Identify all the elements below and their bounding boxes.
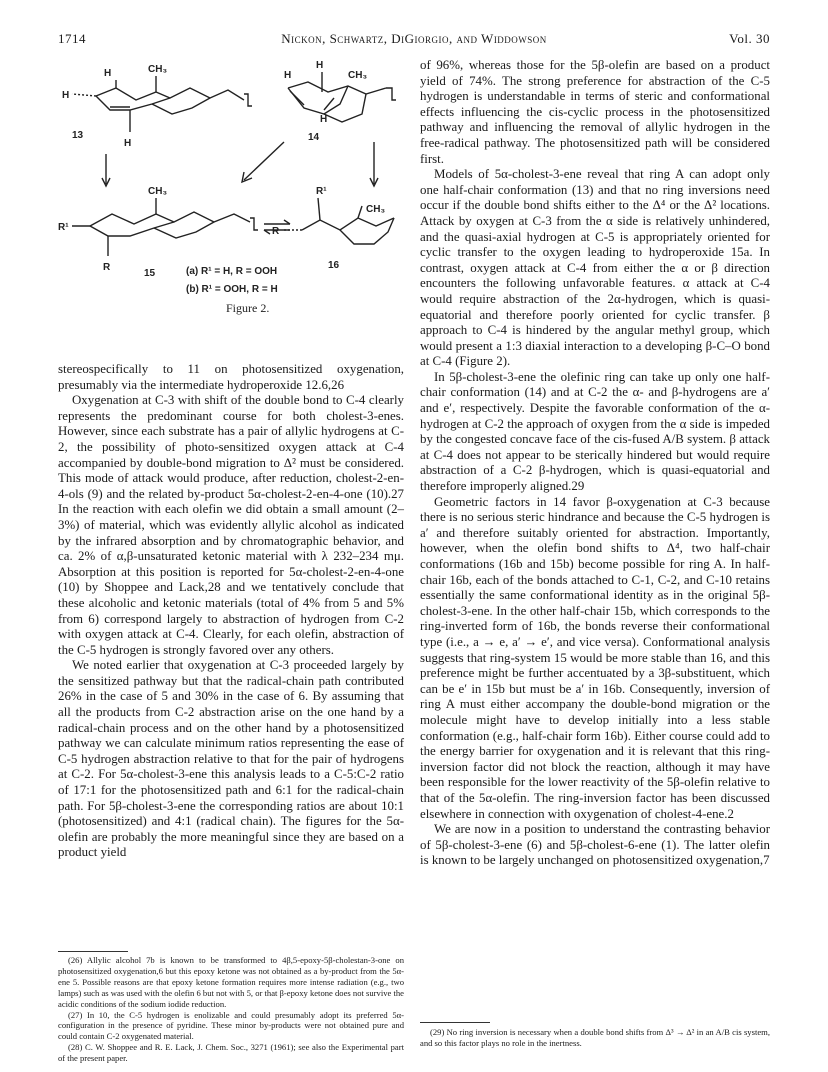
label-ch3-16: CH₃ (366, 204, 386, 215)
label-ch3-15: CH₃ (148, 186, 168, 197)
footnote-rule-right (420, 1022, 490, 1023)
footnote-26: (26) Allylic alcohol 7b is known to be transformed to 4β,5-epoxy-5β-cholestan-3-one on photosensitized oxygenation,6 but this epoxy ketone was not obtained as a by-product from the 5α-ene 5. Possible reasons are that epoxy ketone formation requires more intense radiation (e.g., two lamps) such as was used with the olefin 6 but not with 5, or that β-epoxy ketone does not survive the acidic conditions of the sodium iodide reduction. (58, 955, 404, 1009)
label-ch3-14: CH₃ (348, 70, 368, 81)
compound-13: 13 (72, 130, 84, 141)
paragraph: We noted earlier that oxygenation at C-3 proceeded largely by the sensitized pathway but that the radical-chain path contributed 26% in the case of 5 and 30% in the case of 6. By assuming that all the products from C-2 abstraction arise on the one hand by a radical-chain process and on the other hand by a photosensitized pathway we can calculate minimum ratios representing the ease of C-5 hydrogen abstraction relative to that for the pair of hydrogens at C-2. For 5α-cholest-3-ene this analysis leads to a C-5:C-2 ratio of 17:1 for the photosensitized path and 6:1 for the radical-chain path. For 5β-cholest-3-ene the corresponding ratios are about 10:1 (photosensitized) and 4:1 (radical chain). The figures for the 5α-olefin are probably the more meaningful since they are based on a product yield (58, 658, 404, 860)
label-r-15: R (103, 262, 111, 273)
conformation-diagram (58, 58, 404, 358)
structure-14 (288, 72, 396, 122)
paragraph: We are now in a position to understand the contrasting behavior of 5β-cholest-3-ene (6) and 5β-cholest-6-ene (1). The latter olefin is known to be largely unchanged on photosensitized oxygenation,7 (420, 822, 770, 868)
label-r-16: R (272, 226, 280, 237)
footnote-28: (28) C. W. Shoppee and R. E. Lack, J. Chem. Soc., 3271 (1961); see also the Experimental part of the present paper. (58, 1042, 404, 1064)
compound-16: 16 (328, 260, 340, 271)
label-h-dots: H (62, 90, 70, 101)
label-h-14c: H (320, 114, 328, 125)
running-header (58, 31, 770, 51)
label-r1-15: R¹ (58, 222, 69, 233)
label-h-14a: H (284, 70, 292, 81)
paragraph: Models of 5α-cholest-3-ene reveal that ring A can adopt only one half-chair conformation (13) and that no ring inversions need occur if the double bond shifts either to the Δ⁴ or the Δ² locations. Attack by oxygen at C-3 from the α side is relatively unhindered, and the quasi-axial hydrogen at C-5 is appropriately oriented for cyclic transfer to the oxygen leading to hydroperoxide 15a. In contrast, oxygen attack at C-4 from either the α or β direction encounters the following unfavorable features. α attack at C-4 would require abstraction of the 2α-hydrogen, which is quasi-equatorial and therefore poorly oriented for cyclic transfer. β approach to C-4 is hindered by the angular methyl group, which would present a 1:3 diaxial interaction to a developing β-C–O bond at C-4 (Figure 2). (420, 167, 770, 369)
right-footnotes (420, 1027, 770, 1049)
label-h-14b: H (316, 60, 324, 71)
paragraph: of 96%, whereas those for the 5β-olefin are based on a product yield of 74%. The strong preference for abstraction of the C-5 hydrogen is understandable in terms of steric and conformational effects influencing the cis-cyclic process in the photosensitized pathway and influencing the removal of allylic hydrogen in the free-radical pathway. The photosensitized path will be considered first. (420, 58, 770, 166)
label-h-bottom: H (124, 138, 132, 149)
label-r1-16: R¹ (316, 186, 327, 197)
page-number: 1714 (58, 31, 86, 46)
figure-caption: Figure 2. (226, 301, 270, 315)
legend-a: (a) R¹ = H, R = OOH (186, 266, 278, 277)
volume-label: Vol. 30 (729, 31, 770, 46)
left-footnotes (58, 955, 404, 1064)
right-column (420, 58, 770, 869)
compound-14: 14 (308, 132, 320, 143)
footnote-rule-left (58, 951, 128, 952)
structure-15 (72, 198, 258, 256)
running-title: Nickon, Schwartz, DiGiorgio, and Widdowson (281, 31, 547, 46)
figure-2 (58, 58, 404, 358)
label-h-top: H (104, 68, 112, 79)
left-column (58, 362, 404, 861)
compound-15: 15 (144, 268, 156, 279)
paragraph: Oxygenation at C-3 with shift of the double bond to C-4 clearly represents the predominant course for both cholest-3-enes. However, since each substrate has a pair of allylic hydrogens at C-2, the possibility of photo-sensitized oxygen attack at C-4 accompanied by double-bond migration to Δ² must be considered. This mode of attack would produce, after reduction, cholest-2-en-4-ols (9) and the related by-product 5α-cholest-2-en-4-one (10).27 In the reaction with each olefin we did obtain a small amount (2–3%) of material, which was evidently allylic alcohol as indicated by the infrared absorption and by chromatographic behavior, and ca. 2% of α,β-unsaturated ketonic material with λ 232–234 mμ. Absorption at this position is reported for 5α-cholest-2-en-4-one (10) by Shoppee and Lack,28 and we tentatively conclude that these alcoholic and ketonic materials (total of 4% from 5 and 5% from 6) correspond largely to abstraction of hydrogen from C-2 with oxygen attack at C-4. Clearly, for each olefin, abstraction of the C-5 hydrogen is strongly favored over any others. (58, 393, 404, 657)
footnote-27: (27) In 10, the C-5 hydrogen is enolizable and could presumably adopt its preferred 5α-configuration in the presence of pyridine. These minor by-products were not obtained pure and could contain C-2 oxygenated material. (58, 1009, 404, 1042)
paragraph: In 5β-cholest-3-ene the olefinic ring can take up only one half-chair conformation (14) and at C-2 the α- and β-hydrogens are a′ and e′, respectively. Despite the favorable conformation of the α-hydrogen at C-2 the approach of oxygen from the α side is impeded by the congested concave face of the cis-fused A/B system. β attack at C-4 does not appear to be sterically hindered but would require abstraction of a C-2 β-hydrogen, which is quasi-equatorial and therefore improperly aligned.29 (420, 369, 770, 494)
footnote-29: (29) No ring inversion is necessary when a double bond shifts from Δ³ → Δ² in an A/B cis system, and so this factor plays no role in the inertness. (420, 1027, 770, 1048)
legend-b: (b) R¹ = OOH, R = H (186, 284, 278, 295)
label-ch3-13: CH₃ (148, 64, 168, 75)
paragraph: Geometric factors in 14 favor β-oxygenation at C-3 because there is no serious steric hindrance and because the C-5 hydrogen is a′ and therefore suitably oriented for abstraction. Importantly, however, when the olefin bond shifts to Δ⁴, two half-chair conformations (16b and 15b) become possible for ring A. In half-chair 16b, each of the bonds attached to C-1, C-2, and C-10 retains essentially the same conformational identity as in the original 5β-cholest-3-ene. In the other half-chair 15b, which corresponds to the ring-inverted form of 16b, the bonds reverse their conformational type (i.e., a → e, a′ → e′, and vice versa). Conformational analysis suggests that ring-system 15 would be more stable than 16, and this preference might be further accentuated by a 3β-substituent, which can be e′ in 15b but must be a′ in 16b. Consequently, inversion of ring A must either accompany the double-bond migration or the molecule might have to develop initially into a less stable conformation (e.g., half-chair form 16b). Either course could add to the energy barrier for oxygenation and it is relevant that this ring-inversion factor did not block the reaction, although it may have been responsible for the lower reactivity of the 5β-olefin relative to that of the 5α-olefin. The ring-inversion factor has been discussed elsewhere in connection with oxygenation of cholest-4-ene.2 (420, 494, 770, 821)
structure-13 (72, 76, 252, 132)
paragraph: stereospecifically to 11 on photosensitized oxygenation, presumably via the intermediate hydroperoxide 12.6,26 (58, 362, 404, 392)
